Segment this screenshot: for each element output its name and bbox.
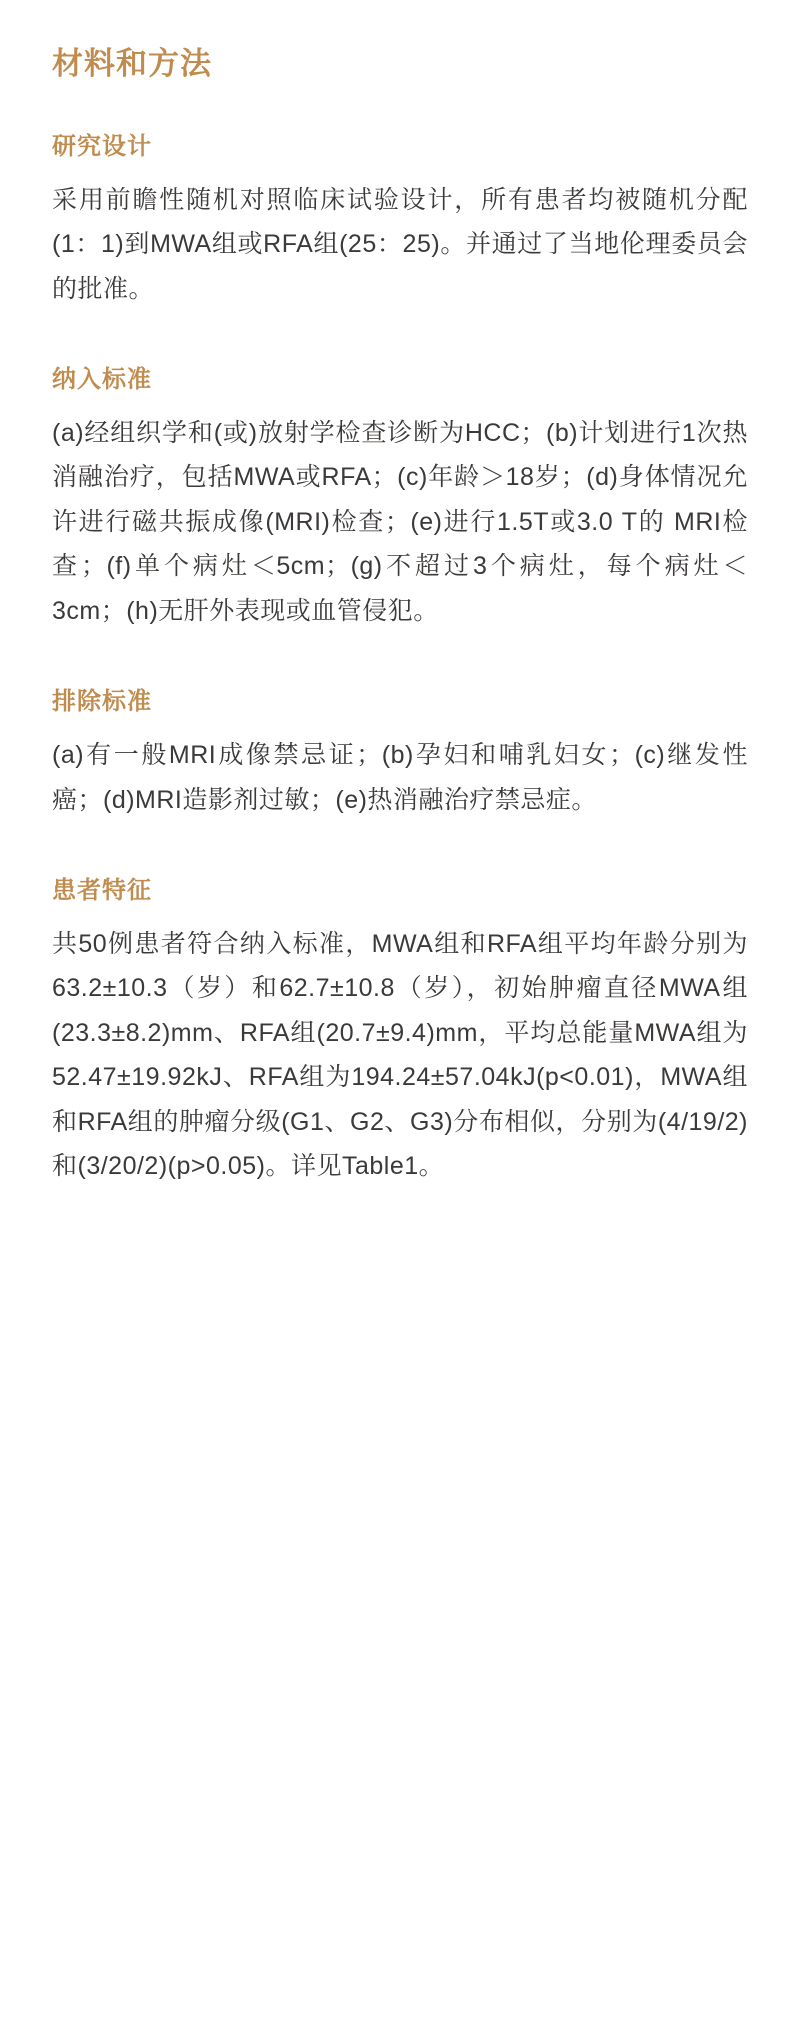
section-body: 共50例患者符合纳入标准，MWA组和RFA组平均年龄分别为63.2±10.3（岁）和62.7±10.8（岁），初始肿瘤直径MWA组(23.3±8.2)mm、RFA组(20.7±9.4)mm，平均总能量MWA组为52.47±19.92kJ、RFA组为194.24±57.04kJ(p<0.01)，MWA组和RFA组的肿瘤分级(G1、G2、G3)分布相似，分别为(4/19/2)和(3/20/2)(p>0.05)。详见Table1。 bbox=[52, 929, 748, 1181]
section-heading: 纳入标准 bbox=[52, 366, 152, 394]
section-heading: 患者特征 bbox=[52, 877, 152, 905]
section-exclusion-criteria bbox=[52, 685, 748, 822]
section-heading: 排除标准 bbox=[52, 688, 152, 716]
page-title: 材料和方法 bbox=[52, 46, 212, 81]
section-heading: 研究设计 bbox=[52, 133, 152, 161]
section-patient-characteristics bbox=[52, 874, 748, 1189]
section-body: (a)经组织学和(或)放射学检查诊断为HCC；(b)计划进行1次热消融治疗，包括MWA或RFA；(c)年龄＞18岁；(d)身体情况允许进行磁共振成像(MRI)检查；(e)进行1.5T或3.0 T的 MRI检查；(f)单个病灶＜5cm；(g)不超过3个病灶，每个病灶＜3cm；(h)无肝外表现或血管侵犯。 bbox=[52, 418, 748, 625]
section-body: 采用前瞻性随机对照临床试验设计，所有患者均被随机分配(1：1)到MWA组或RFA组(25：25)。并通过了当地伦理委员会的批准。 bbox=[52, 185, 748, 303]
section-study-design bbox=[52, 130, 748, 311]
section-body: (a)有一般MRI成像禁忌证；(b)孕妇和哺乳妇女；(c)继发性癌；(d)MRI造影剂过敏；(e)热消融治疗禁忌症。 bbox=[52, 741, 748, 814]
section-inclusion-criteria bbox=[52, 363, 748, 633]
